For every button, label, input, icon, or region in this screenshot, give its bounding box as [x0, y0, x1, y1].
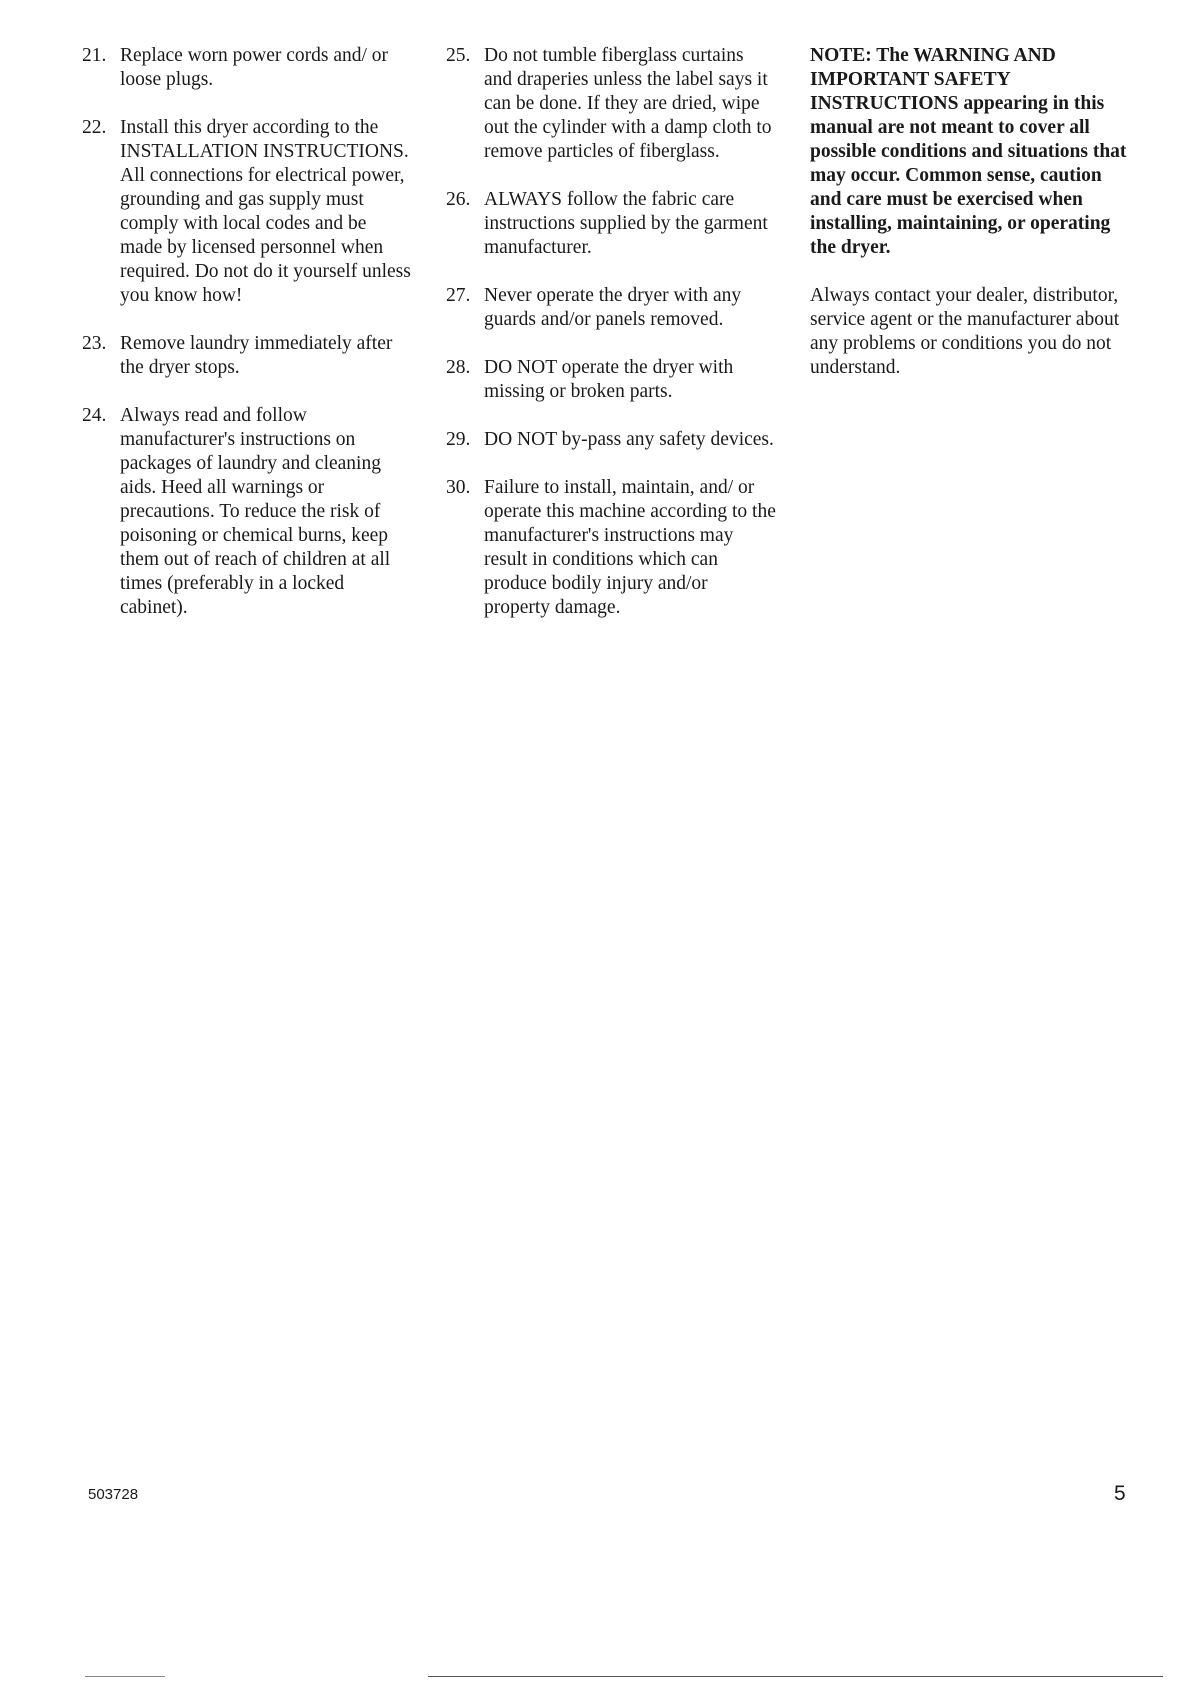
item-text: ALWAYS follow the fabric care instructions supplied by the garment manufacturer. — [484, 189, 768, 258]
instructions-column-2 — [446, 44, 776, 644]
document-number: 503728 — [88, 1486, 139, 1503]
bottom-divider — [428, 1676, 1163, 1677]
instruction-item — [446, 284, 776, 332]
item-text: DO NOT operate the dryer with missing or broken parts. — [484, 357, 734, 402]
item-number: 30. — [446, 477, 471, 498]
instruction-item — [82, 404, 412, 620]
instruction-item — [446, 356, 776, 404]
item-text: Remove laundry immediately after the dryer stops. — [120, 333, 393, 378]
instruction-item — [446, 188, 776, 260]
item-number: 25. — [446, 45, 471, 66]
item-number: 26. — [446, 189, 471, 210]
item-number: 28. — [446, 357, 471, 378]
item-number: 22. — [82, 117, 107, 138]
item-text: Always read and follow manufacturer's instructions on packages of laundry and cleaning aids. Heed all warnings or precautions. To reduce the risk of poisoning or chemical burns, keep them out of reach of children at all times (preferably in a locked cabinet). — [120, 405, 391, 618]
item-number: 21. — [82, 45, 107, 66]
safety-note: NOTE: The WARNING AND IMPORTANT SAFETY INSTRUCTIONS appearing in this manual are not meant to cover all possible conditions and situations that may occur. Common sense, caution and care must be exercised when installing, maintaining, or operating the dryer. — [810, 45, 1127, 258]
instruction-item — [446, 476, 776, 620]
instruction-item — [82, 332, 412, 380]
bottom-divider-left — [85, 1676, 165, 1677]
page-number: 5 — [1114, 1482, 1126, 1505]
item-text: Do not tumble fiberglass curtains and draperies unless the label says it can be done. If they are dried, wipe out the cylinder with a damp cloth to remove particles of fiberglass. — [484, 45, 772, 162]
item-text: Replace worn power cords and/ or loose plugs. — [120, 45, 389, 90]
instructions-column-1 — [82, 44, 412, 644]
contact-paragraph: Always contact your dealer, distributor, service agent or the manufacturer about any problems or conditions you do not understand. — [810, 285, 1120, 378]
instruction-item — [446, 44, 776, 164]
item-number: 27. — [446, 285, 471, 306]
instruction-item — [82, 44, 412, 92]
instruction-item — [446, 428, 776, 452]
notes-column — [810, 44, 1130, 380]
item-text: Install this dryer according to the INSTALLATION INSTRUCTIONS. All connections for electrical power, grounding and gas supply must comply with local codes and be made by licensed personnel when required. Do not do it yourself unless you know how! — [120, 117, 411, 306]
instruction-item — [82, 116, 412, 308]
item-number: 24. — [82, 405, 107, 426]
item-number: 29. — [446, 429, 471, 450]
item-text: Failure to install, maintain, and/ or operate this machine according to the manufacturer's instructions may result in conditions which can produce bodily injury and/or property damage. — [484, 477, 776, 618]
item-text: Never operate the dryer with any guards and/or panels removed. — [484, 285, 742, 330]
item-text: DO NOT by-pass any safety devices. — [484, 429, 774, 450]
item-number: 23. — [82, 333, 107, 354]
